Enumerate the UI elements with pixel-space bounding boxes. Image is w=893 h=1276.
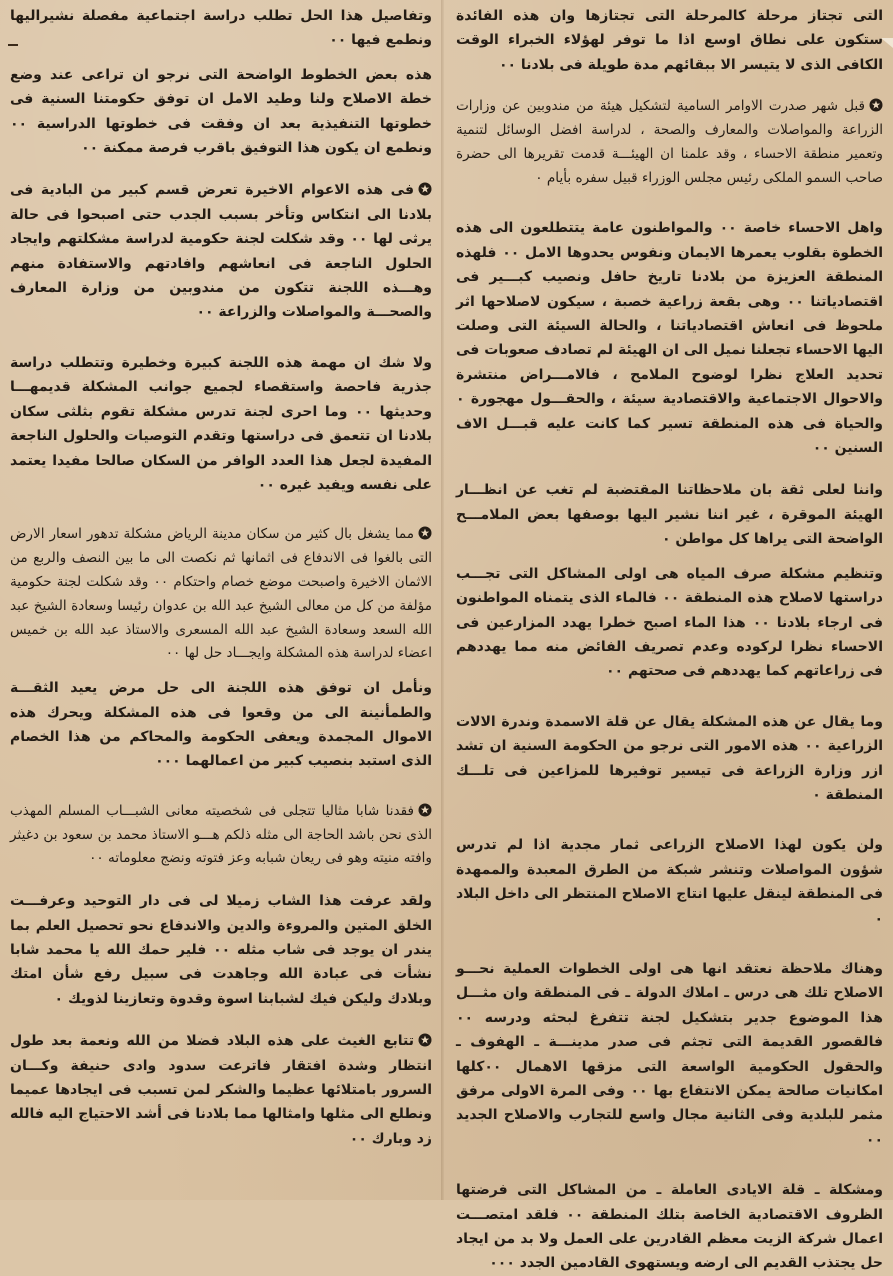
paragraph-text: هذه بعض الخطوط الواضحة التى نرجو ان تراعى عند وضع خطة الاصلاح ولنا وطيد الامل ان توفق حكومتنا السنية فى خطوتها التنفيذية بعد ان وفقت فى خطوتها الدراسية ٠٠ ونطمع ان يكون هذا التوفيق باقرب فرصة ممكنة ٠٠ — [10, 66, 432, 157]
paragraph-spacer — [456, 77, 883, 95]
paragraph-spacer — [456, 190, 883, 216]
article-paragraph — [10, 676, 432, 774]
paragraph-spacer — [456, 931, 883, 957]
paragraph-spacer — [10, 871, 432, 889]
paragraph-text: وتفاصيل هذا الحل تطلب دراسة اجتماعية مفصلة نشيراليها ونطمع فيها ٠٠ — [10, 8, 432, 49]
paragraph-spacer — [10, 53, 432, 63]
section-star-icon — [418, 1033, 432, 1047]
article-paragraph — [10, 523, 432, 666]
paragraph-text: وهناك ملاحظة نعتقد انها هى اولى الخطوات العملية نحـــو الاصلاح تلك هى درس ـ املاك الدولة ـ فى المنطقة وان مثـــل هذا الموضوع جدير بتشكيل لجنة تتفرغ لبحثه ودرسه ٠٠ فالقصور القديمة التى تجثم فى صدر مدينـــة ـ الهفوف ـ والحقول الحكومية الواسعة التى مزقها الاهمال ٠٠كلها امكانيات صالحة يمكن الانتفاع بها ٠٠ وفى المرة الاولى مرفق مثمر للبلدية وفى الثانية مجال واسع للتجارب والاصلاح الجديد ٠٠ — [456, 960, 883, 1148]
article-paragraph — [10, 889, 432, 1011]
paragraph-text: ولقد عرفت هذا الشاب زميلا لى فى دار التوحيد وعرفـــت الخلق المتين والمروءة والدين والاندفاع نحو تحصيل العلم بما يندر ان يوجد فى شاب مثله ٠٠ فلير حمك الله يا محمد شابا نشأت فى عبادة الله وجاهدت فى سبيل رفع شأن امتك وبلادك وليكن فيك لشبابنا اسوة وقدوة وتعازينا لذويك ٠ — [10, 893, 432, 1007]
paragraph-text: ولن يكون لهذا الاصلاح الزراعى ثمار مجدية اذا لم تدرس شؤون المواصلات وتنشر شبكة من الطرق المعبدة والممهدة فى المنطقة لينقل عليها انتاج الاصلاح المنتظر الى داخل البلاد ٠ — [456, 837, 883, 927]
paragraph-text: وتنظيم مشكلة صرف المياه هى اولى المشاكل التى تجـــب دراستها لاصلاح هذه المنطقة ٠٠ فالماء الذى يتمناه المواطنون فى ارجاء بلادنا ٠٠ هذا الماء اصبح خطرا يهدد المزارعين فى الاحساء نظرا لركوده وعدم تصريف الفائض منه مما يهددهم فى زراعاتهم كما يهددهم فى صحتهم ٠٠ — [456, 565, 884, 680]
article-paragraph — [456, 478, 883, 551]
article-paragraph — [10, 1029, 432, 1151]
paragraph-text: ومشكلة ـ قلة الايادى العاملة ـ من المشاكل التى فرضتها الظروف الاقتصادية الخاصة بتلك المنطقة ٠٠ فلقد امتصـــت اعمال شركة الزيت معظم القادرين على العمل ولا بد من ايجاد حل يجتذب القديم الى ارضه ويستهوى القادمين الجدد ٠٠٠ — [456, 1182, 883, 1272]
paragraph-spacer — [10, 666, 432, 676]
article-paragraph — [456, 833, 883, 931]
article-paragraph — [456, 957, 883, 1152]
paragraph-text: فقدنا شابا مثاليا تتجلى فى شخصيته معانى الشبـــاب المسلم المهذب الذى نحن باشد الحاجة الى مثله ذلكم هـــو الاستاذ محمد بن سعود بن دغيثر وافته منيته وهو فى ريعان شبابه وعز فتوته ونضج معلوماته ٠٠ — [10, 802, 432, 867]
paragraph-text: مما يشغل بال كثير من سكان مدينة الرياض مشكلة تدهور اسعار الارض التى بالغوا فى الاندفاع فى اثمانها ثم نكصت الى ما بين النصف والربع من الاثمان الاخيرة واصبحت موضع خصام واحتكام ٠٠ وقد شكلت لجنة حكومية مؤلفة من كل من معالى الشيخ عبد الله بن عدوان رئيسا وسعادة الشيخ عبد الله السعد وسعادة الشيخ عبد الله المسعرى والاستاذ عبد الله بن خميس اعضاء لدراسة هذه المشكلة وايجـــاد حل لها ٠٠ — [10, 526, 432, 662]
paragraph-text: فى هذه الاعوام الاخيرة تعرض قسم كبير من البادية فى بلادنا الى انتكاس وتأخر بسبب الجدب حتى اصبحوا فى حالة يرثى لها ٠٠ وقد شكلت لجنة حكومية لدراسة مشكلتهم وايجاد الحلول الناجعة فى انعاشهم وافادتهم والاستفادة منهم وهـــذه اللجنة تتكون من مندوبين من وزارة المعارف والصحـــة والمواصلات والزراعة ٠٠ — [10, 182, 432, 321]
paragraph-spacer — [10, 325, 432, 351]
article-paragraph — [456, 562, 883, 684]
paragraph-text: ونأمل ان توفق هذه اللجنة الى حل مرض يعيد الثقـــة والطمأنينة الى من وقعوا فى هذه المشكلة ويحرك هذه الاموال المجمدة ويعفى الحكومة والمحاكم من هذا الخصام الذى استبد بنصيب كبير من اعمالهما ٠٠٠ — [10, 680, 432, 770]
article-paragraph — [456, 216, 883, 460]
paragraph-spacer — [10, 497, 432, 523]
article-paragraph — [10, 4, 432, 53]
article-paragraph — [456, 710, 883, 808]
paragraph-spacer — [456, 807, 883, 833]
article-paragraph — [456, 4, 883, 77]
article-paragraph — [10, 63, 432, 161]
column-gutter — [441, 0, 444, 1200]
section-star-icon — [418, 526, 432, 540]
section-star-icon — [418, 803, 432, 817]
article-paragraph — [456, 1178, 883, 1276]
paragraph-spacer — [10, 1011, 432, 1029]
article-paragraph — [10, 351, 432, 497]
paragraph-spacer — [10, 774, 432, 800]
paragraph-spacer — [456, 684, 883, 710]
paragraph-text: التى تجتاز مرحلة كالمرحلة التى تجتازها وان هذه الفائدة ستكون على نطاق اوسع اذا ما توفر لهؤلاء الخبراء الوقت الكافى الذى لا يتيسر الا ببقائهم مدة طويلة فى بلادنا ٠٠ — [456, 8, 883, 73]
paragraph-text: واننا لعلى ثقة بان ملاحظاتنا المقتضبة لم تغب عن انظـــار الهيئة الموقرة ، غير اننا نشير اليها بوصفها بعض الملامـــح الواضحة التى يراها كل مواطن ٠ — [456, 482, 883, 548]
paragraph-spacer — [456, 1152, 883, 1178]
article-paragraph — [10, 800, 432, 871]
article-paragraph — [10, 178, 432, 324]
paragraph-text: تتابع الغيث على هذه البلاد فضلا من الله ونعمة بعد طول انتظار وشدة افتقار فاترعت سدود وادى حنيفة وكـــان السرور بامتلائها عظيما والشكر لمن تسبب فى ايجادها عميما ونطلع الى مثلها وامثالها مما بلادنا فى أشد الاحتياج اليه فالله زد وبارك ٠٠ — [10, 1033, 432, 1147]
left-column — [0, 0, 440, 1200]
paragraph-spacer — [10, 160, 432, 178]
paragraph-text: ولا شك ان مهمة هذه اللجنة كبيرة وخطيرة وتتطلب دراسة جذرية فاحصة واستقصاء لجميع جوانب المشكلة قديمهـــا وحديثها ٠٠ وما احرى لجنة تدرس مشكلة تقوم بثلثى سكان بلادنا ان تتعمق فى دراستها وتقدم التوصيات والحلول الناجعة المفيدة لجعل هذا العدد الوافر من السكان صالحا مفيدا يعتمد على نفسه ويفيد غيره ٠٠ — [10, 354, 432, 493]
section-star-icon — [869, 98, 883, 112]
article-paragraph — [456, 95, 883, 190]
paragraph-spacer — [456, 460, 883, 478]
paragraph-text: قبل شهر صدرت الاوامر السامية لتشكيل هيئة من مندوبين عن وزارات الزراعة والمواصلات والمعارف والصحة ، لدراسة افضل الوسائل لتنمية وتعمير منطقة الاحساء ، وقد علمنا ان الهيئـــة قدمت تقريرها الى حضرة صاحب السمو الملكى رئيس مجلس الوزراء قبيل سفره بأيام ٠ — [456, 98, 883, 186]
paragraph-text: واهل الاحساء خاصة ٠٠ والمواطنون عامة يتتطلعون الى هذه الخطوة بقلوب يعمرها الايمان ونفوس يحدوها الامل ٠٠ فلهذه المنطقة العزيزة من بلادنا تاريخ حافل ونصيب كبـــير فى اقتصادياتنا ٠٠ وهى بقعة زراعية خصبة ، سيكون لاصلاحها اثر ملحوظ فى انعاش اقتصادياتنا ، والحالة السيئة التى وصلت اليها الاحساء تجعلنا نميل الى ان الهيئة لم تصادف صعوبات فى تحديد العلاج نظرا لوضوح الملامح ، فالامـــراض منتشرة والاحوال الاجتماعية والاقتصادية سيئة ، والحقـــول مهجورة ٠ والحياة فى هذه المنطقة تسير كما كانت عليه قبـــل الاف السنين ٠٠ — [456, 220, 883, 457]
section-star-icon — [418, 182, 432, 196]
paragraph-text: وما يقال عن هذه المشكلة يقال عن قلة الاسمدة وندرة الالات الزراعية ٠٠ هذه الامور التى نرجو من الحكومة السنية ان تشد ازر وزارة الزراعة فى تيسير توفيرها للمزاعين فى تلـــك المنطقة ٠ — [456, 713, 883, 803]
paragraph-spacer — [456, 552, 883, 562]
right-column — [448, 0, 893, 1272]
